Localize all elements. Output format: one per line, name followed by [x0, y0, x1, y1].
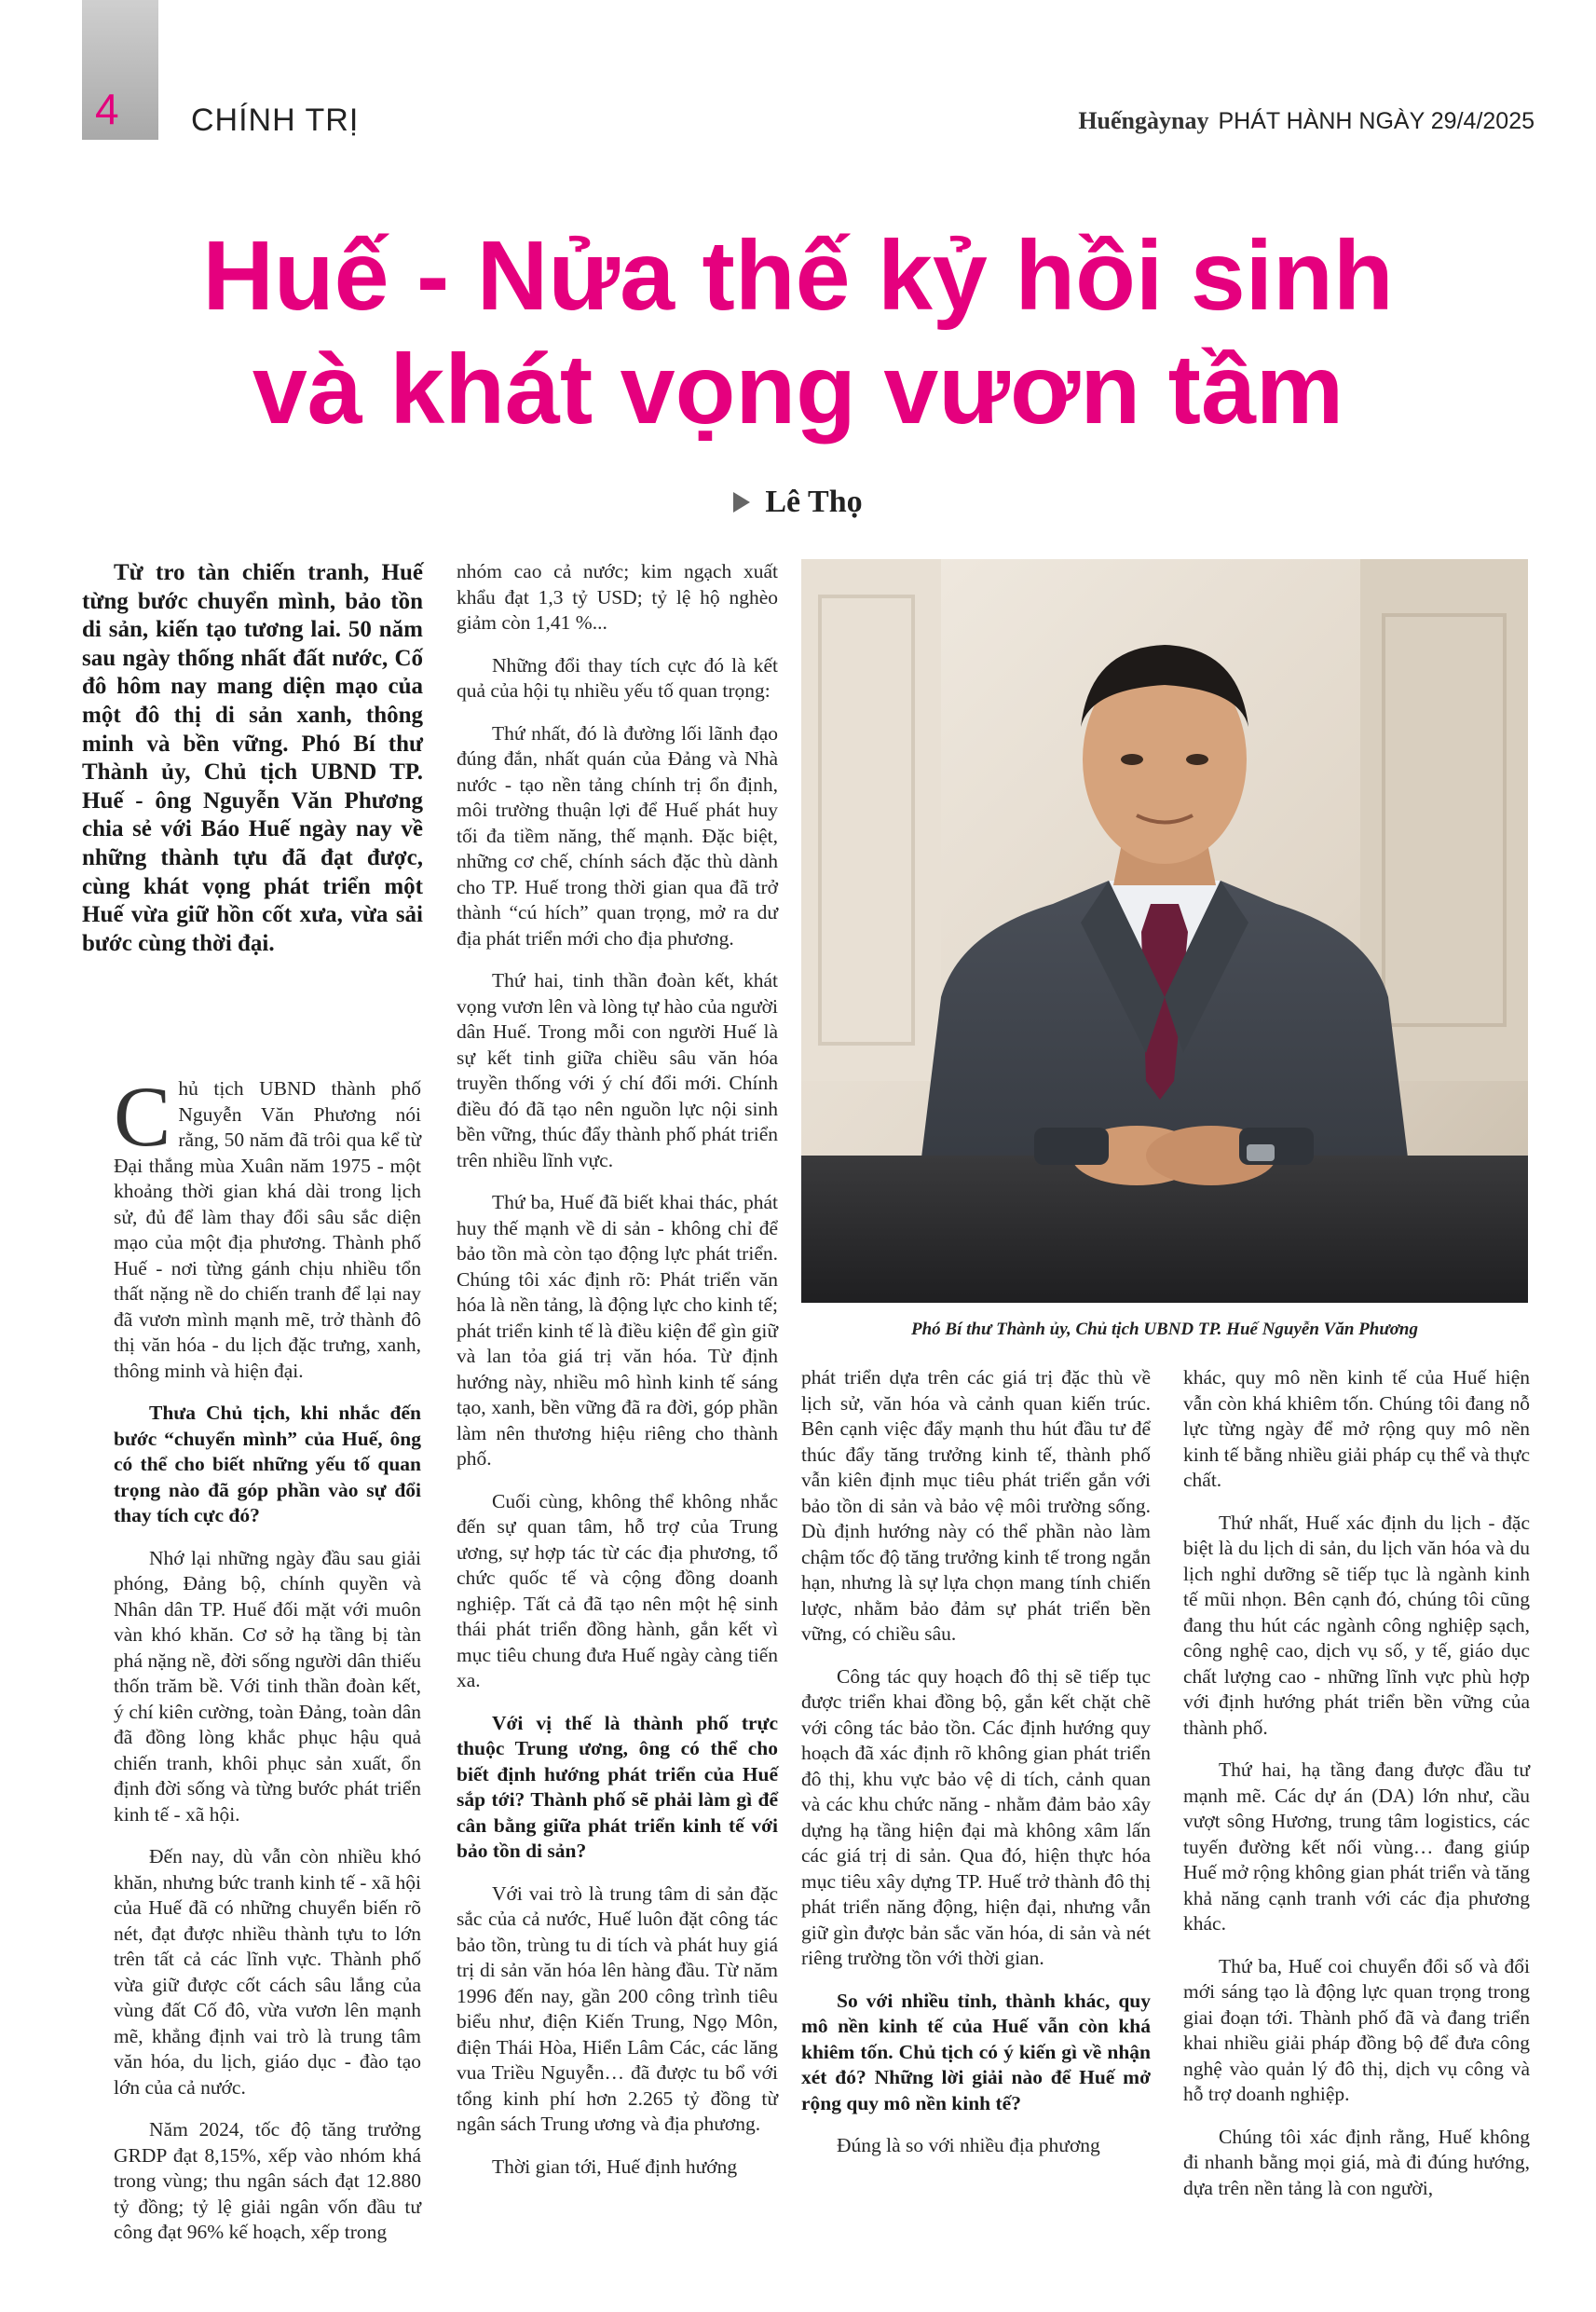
paragraph: Nhớ lại những ngày đầu sau giải phóng, Đảng bộ, chính quyền và Nhân dân TP. Huế đối mặt với muôn vàn khó khăn. Cơ sở hạ tầng bị tàn phá nặng nề, đời sống người dân thiếu thốn trăm bề. Với tinh thần đoàn kết, ý chí kiên cường, toàn Đảng, toàn dân đã đồng lòng khắc phục hậu quả chiến tranh, khôi phục sản xuất, ổn định đời sống và từng bước phát triển kinh tế - xã hội.: [114, 1546, 421, 1826]
question-1: Thưa Chủ tịch, khi nhắc đến bước “chuyển mình” của Huế, ông có thể cho biết những yếu tố quan trọng nào đã góp phần vào sự đổi thay tích cực đó?: [114, 1402, 421, 1526]
paragraph: Thứ hai, tinh thần đoàn kết, khát vọng vươn lên và lòng tự hào của người dân Huế. Trong mỗi con người Huế là sự kết tinh giữa chiều sâu văn hóa truyền thống với ý chí đổi mới. Chính điều đó đã tạo nên nguồn lực nội sinh bền vững, thúc đẩy thành phố phát triển trên nhiều lĩnh vực.: [457, 969, 778, 1171]
paragraph: Thứ nhất, đó là đường lối lãnh đạo đúng đắn, nhất quán của Đảng và Nhà nước - tạo nền tảng chính trị ổn định, môi trường thuận lợi để Huế phát huy tối đa tiềm năng, thế mạnh. Đặc biệt, những cơ chế, chính sách đặc thù dành cho TP. Huế trong thời gian qua đã trở thành “cú hích” quan trọng, mở ra dư địa phát triển mới cho địa phương.: [457, 721, 778, 950]
issue-date: PHÁT HÀNH NGÀY 29/4/2025: [1218, 108, 1535, 134]
paragraph: Với vai trò là trung tâm di sản đặc sắc của cả nước, Huế luôn đặt công tác bảo tồn, trùng tu di tích và phát huy giá trị di sản văn hóa lên hàng đầu. Từ năm 1996 đến nay, gần 200 công trình tiêu biểu như, điện Kiến Trung, Ngọ Môn, điện Thái Hòa, Hiển Lâm Các, các lăng vua Triều Nguyễn… đã được tu bổ với tổng kinh phí hơn 2.265 tỷ đồng từ ngân sách Trung ương và địa phương.: [457, 1881, 778, 2135]
paragraph: Công tác quy hoạch đô thị sẽ tiếp tục được triển khai đồng bộ, gắn kết chặt chẽ với công tác bảo tồn. Các định hướng quy hoạch đã xác định rõ không gian phát triển đô thị, khu vực bảo vệ di tích, cảnh quan và các khu chức năng - nhằm đảm bảo xây dựng hạ tầng hiện đại mà không xâm lấn các giá trị di sản. Qua đó, hiện thực hóa mục tiêu xây dựng TP. Huế trở thành đô thị phát triển năng động, hiện đại, nhưng vẫn giữ gìn được bản sắc văn hóa, di sản và nét riêng trường tồn với thời gian.: [801, 1664, 1151, 1969]
page-number: 4: [95, 85, 119, 133]
portrait-photo: [801, 559, 1528, 1303]
author-name: Lê Thọ: [765, 485, 863, 519]
paragraph: Cuối cùng, không thể không nhắc đến sự quan tâm, hỗ trợ của Trung ương, sự hợp tác từ các địa phương, tổ chức quốc tế và cộng đồng doanh nghiệp. Tất cả đã tạo nên một hệ sinh thái phát triển đồng hành, gắn kết vì mục tiêu chung đưa Huế ngày càng tiến xa.: [457, 1489, 778, 1691]
paragraph: Đúng là so với nhiều địa phương: [837, 2134, 1100, 2156]
headline-line-2: và khát vọng vươn tầm: [252, 335, 1344, 445]
opening-paragraph-text: hủ tịch UBND thành phố Nguyễn Văn Phương nói rằng, 50 năm đã trôi qua kể từ Đại thắng mùa Xuân năm 1975 - một khoảng thời gian khá dài trong lịch sử, đủ để làm thay đổi sâu sắc diện mạo của một địa phương. Thành phố Huế - nơi từng gánh chịu nhiều tổn thất nặng nề do chiến tranh để lại nay đã vươn mình mạnh mẽ, trở thành đô thị văn hóa - du lịch đặc trưng, xanh, thông minh và hiện đại.: [114, 1077, 421, 1382]
paragraph: Đến nay, dù vẫn còn nhiều khó khăn, nhưng bức tranh kinh tế - xã hội của Huế đã có những chuyển biến rõ nét, đạt được nhiều thành tựu to lớn trên tất cả các lĩnh vực. Thành phố vừa giữ được cốt cách sâu lắng của vùng đất Cố đô, vừa vươn lên mạnh mẽ, khẳng định vai trò là trung tâm văn hóa, du lịch, giáo dục - đào tạo lớn của cả nước.: [114, 1845, 421, 2099]
paragraph: Thời gian tới, Huế định hướng: [492, 2155, 738, 2178]
page-number-tab: [82, 0, 158, 140]
article-lede: Từ tro tàn chiến tranh, Huế từng bước chuyển mình, bảo tồn di sản, kiến tạo tương lai. 50 năm sau ngày thống nhất đất nước, Cố đô hôm nay mang diện mạo của một đô thị di sản xanh, thông minh và bền vững. Phó Bí thư Thành ủy, Chủ tịch UBND TP. Huế - ông Nguyễn Văn Phương chia sẻ với Báo Huế ngày nay về những thành tựu đã đạt được, cùng khát vọng phát triển một Huế vừa giữ hồn cốt xưa, vừa sải bước cùng thời đại.: [82, 560, 423, 956]
headline-line-1: Huế - Nửa thế kỷ hồi sinh: [202, 221, 1394, 331]
masthead: [1078, 107, 1535, 135]
column-1: [114, 1069, 421, 2263]
paragraph: phát triển dựa trên các giá trị đặc thù về lịch sử, văn hóa và cảnh quan kiến trúc. Bên cạnh việc đẩy mạnh thu hút đầu tư để thúc đẩy tăng trưởng kinh tế, thành phố vẫn kiên định mục tiêu phát triển gắn với bảo tồn di sản và bảo vệ môi trường sống. Dù định hướng này có thể phần nào làm chậm tốc độ tăng trưởng kinh tế trong ngắn hạn, nhưng là sự lựa chọn mang tính chiến lược, nhằm bảo đảm sự phát triển bền vững, có chiều sâu.: [801, 1366, 1151, 1645]
paragraph: Chúng tôi xác định rằng, Huế không đi nhanh bằng mọi giá, mà đi đúng hướng, dựa trên nền tảng là con người,: [1183, 2125, 1530, 2199]
opening-paragraph: [114, 1069, 421, 1384]
paragraph: Thứ nhất, Huế xác định du lịch - đặc biệt là du lịch di sản, du lịch văn hóa và du lịch nghỉ dưỡng sẽ tiếp tục là ngành kinh tế mũi nhọn. Bên cạnh đó, chúng tôi cũng đang thu hút các ngành công nghiệp sạch, công nghệ cao, dịch vụ số, y tế, giáo dục chất lượng cao - những lĩnh vực phù hợp với định hướng phát triển bền vững của thành phố.: [1183, 1511, 1530, 1739]
paragraph: Những đổi thay tích cực đó là kết quả của hội tụ nhiều yếu tố quan trọng:: [457, 653, 778, 702]
column-3: [801, 1365, 1151, 2176]
paragraph: Năm 2024, tốc độ tăng trưởng GRDP đạt 8,15%, xếp vào nhóm khá trong vùng; thu ngân sách đạt 12.880 tỷ đồng; tỷ lệ giải ngân vốn đầu tư công đạt 96% kế hoạch, xếp trong: [114, 2118, 421, 2243]
paragraph: Thứ ba, Huế coi chuyển đổi số và đổi mới sáng tạo là động lực quan trọng trong giai đoạn tới. Thành phố đã và đang triển khai nhiều giải pháp đồng bộ để đưa công nghệ vào quản lý đô thị, dịch vụ công và hỗ trợ doanh nghiệp.: [1183, 1954, 1530, 2105]
paragraph: nhóm cao cả nước; kim ngạch xuất khẩu đạt 1,3 tỷ USD; tỷ lệ hộ nghèo giảm còn 1,41 %...: [457, 560, 778, 634]
article-headline: [0, 219, 1596, 446]
section-label: CHÍNH TRỊ: [191, 103, 360, 138]
column-2: [457, 559, 778, 2196]
portrait-illustration: [801, 559, 1528, 1303]
column-4: [1183, 1365, 1530, 2218]
paragraph: khác, quy mô nền kinh tế của Huế hiện vẫn còn khá khiêm tốn. Chúng tôi đang nỗ lực từng ngày để mở rộng quy mô nền kinh tế bằng nhiều giải pháp cụ thể và thực chất.: [1183, 1366, 1530, 1491]
paragraph: Thứ ba, Huế đã biết khai thác, phát huy thế mạnh về di sản - không chỉ để bảo tồn mà còn tạo động lực phát triển. Chúng tôi xác định rõ: Phát triển văn hóa là nền tảng, là động lực cho kinh tế; phát triển kinh tế là điều kiện để gìn giữ và lan tỏa giá trị văn hóa. Từ định hướng này, nhiều mô hình kinh tế sáng tạo, xanh, bền vững đã ra đời, góp phần làm nên thương hiệu riêng cho thành phố.: [457, 1191, 778, 1470]
paragraph: Thứ hai, hạ tầng đang được đầu tư mạnh mẽ. Các dự án (DA) lớn như, cầu vượt sông Hương, trung tâm logistics, các tuyến đường kết nối vùng… đang giúp Huế mở rộng không gian phát triển và tăng khả năng cạnh tranh với các địa phương khác.: [1183, 1758, 1530, 1935]
question-2: Với vị thế là thành phố trực thuộc Trung ương, ông có thể cho biết định hướng phát triển của Huế sắp tới? Thành phố sẽ phải làm gì để cân bằng giữa phát triển kinh tế với bảo tồn di sản?: [457, 1711, 778, 1862]
question-3: So với nhiều tỉnh, thành khác, quy mô nền kinh tế của Huế vẫn còn khá khiêm tốn. Chủ tịch có ý kiến gì về nhận xét đó? Những lời giải nào để Huế mở rộng quy mô nền kinh tế?: [801, 1989, 1151, 2114]
publication-logo: Huếngàynay: [1078, 107, 1209, 134]
byline-triangle-icon: [733, 492, 750, 513]
drop-cap: C: [114, 1069, 171, 1164]
photo-caption: Phó Bí thư Thành ủy, Chủ tịch UBND TP. Huế Nguyễn Văn Phương: [911, 1320, 1418, 1339]
byline: [0, 485, 1596, 520]
